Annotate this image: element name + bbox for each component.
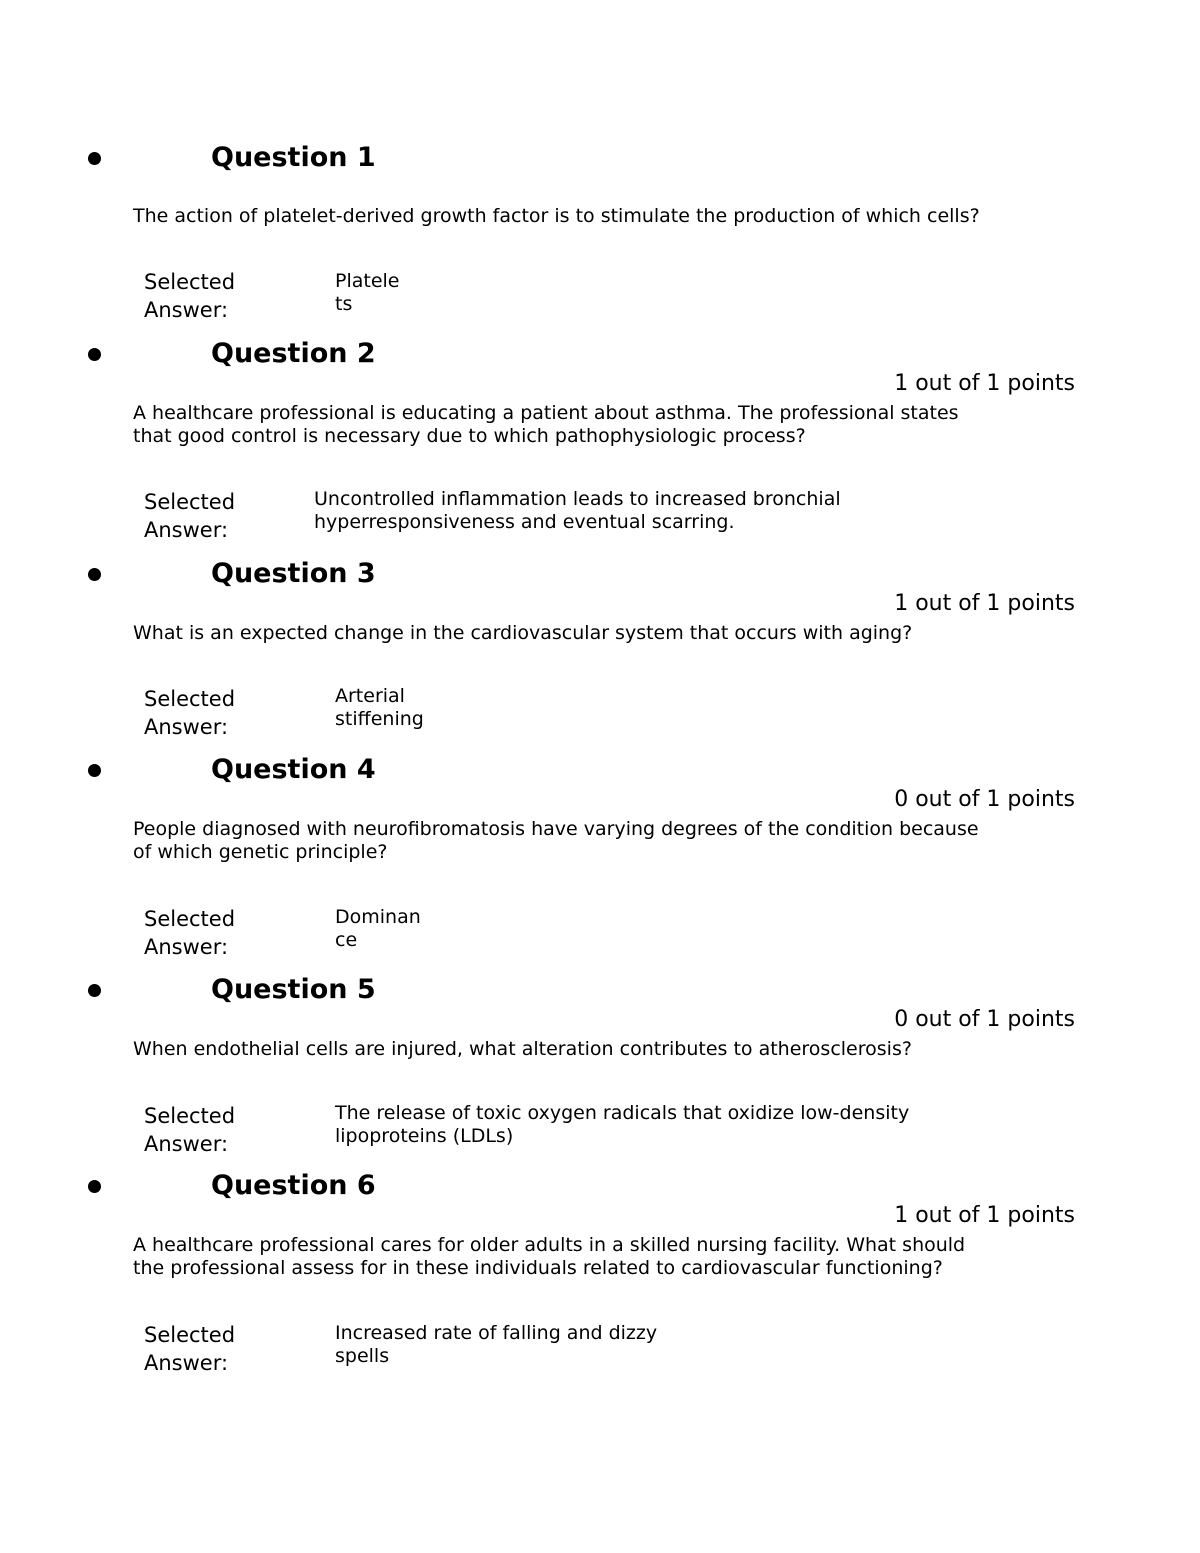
question-title: Question 1 xyxy=(211,142,376,173)
question-4 xyxy=(0,755,1200,965)
selected-answer-label: Selected Answer: xyxy=(144,1323,236,1375)
question-1 xyxy=(0,143,1200,328)
selected-answer-value: Platele ts xyxy=(335,270,400,315)
selected-answer-value: Increased rate of falling and dizzy spells xyxy=(335,1322,658,1367)
selected-answer-label: Selected Answer: xyxy=(144,907,236,959)
bullet-icon xyxy=(88,764,101,777)
question-text: What is an expected change in the cardiovascular system that occurs with aging? xyxy=(133,622,913,644)
question-3 xyxy=(0,559,1200,749)
bullet-icon xyxy=(88,348,101,361)
question-2 xyxy=(0,339,1200,549)
selected-answer-label: Selected Answer: xyxy=(144,687,236,739)
bullet-icon xyxy=(88,1180,101,1193)
points-score: 0 out of 1 points xyxy=(894,787,1075,812)
question-text: The action of platelet-derived growth factor is to stimulate the production of which cells? xyxy=(133,205,980,227)
points-score: 1 out of 1 points xyxy=(894,371,1075,396)
question-text: A healthcare professional is educating a patient about asthma. The professional states that good control is necessary due to which pathophysiologic process? xyxy=(133,402,959,447)
question-text: When endothelial cells are injured, what alteration contributes to atherosclerosis? xyxy=(133,1038,912,1060)
selected-answer-value: Uncontrolled inflammation leads to increased bronchial hyperresponsiveness and eventual scarring. xyxy=(314,488,841,533)
points-score: 1 out of 1 points xyxy=(894,1203,1075,1228)
selected-answer-label: Selected Answer: xyxy=(144,490,236,542)
question-title: Question 2 xyxy=(211,338,376,369)
selected-answer-value: The release of toxic oxygen radicals that oxidize low-density lipoproteins (LDLs) xyxy=(335,1102,910,1147)
question-6 xyxy=(0,1171,1200,1391)
selected-answer-label: Selected Answer: xyxy=(144,1104,236,1156)
points-score: 1 out of 1 points xyxy=(894,591,1075,616)
bullet-icon xyxy=(88,152,101,165)
question-5 xyxy=(0,975,1200,1165)
bullet-icon xyxy=(88,568,101,581)
question-title: Question 4 xyxy=(211,754,376,785)
selected-answer-label: Selected Answer: xyxy=(144,270,236,322)
selected-answer-value: Arterial stiffening xyxy=(335,685,424,730)
selected-answer-value: Dominan ce xyxy=(335,906,421,951)
points-score: 0 out of 1 points xyxy=(894,1007,1075,1032)
question-title: Question 6 xyxy=(211,1170,376,1201)
question-text: People diagnosed with neurofibromatosis have varying degrees of the condition because of which genetic principle? xyxy=(133,818,979,863)
question-text: A healthcare professional cares for older adults in a skilled nursing facility. What should the professional assess for in these individuals related to cardiovascular functioning? xyxy=(133,1234,966,1279)
bullet-icon xyxy=(88,984,101,997)
question-title: Question 5 xyxy=(211,974,376,1005)
question-title: Question 3 xyxy=(211,558,376,589)
